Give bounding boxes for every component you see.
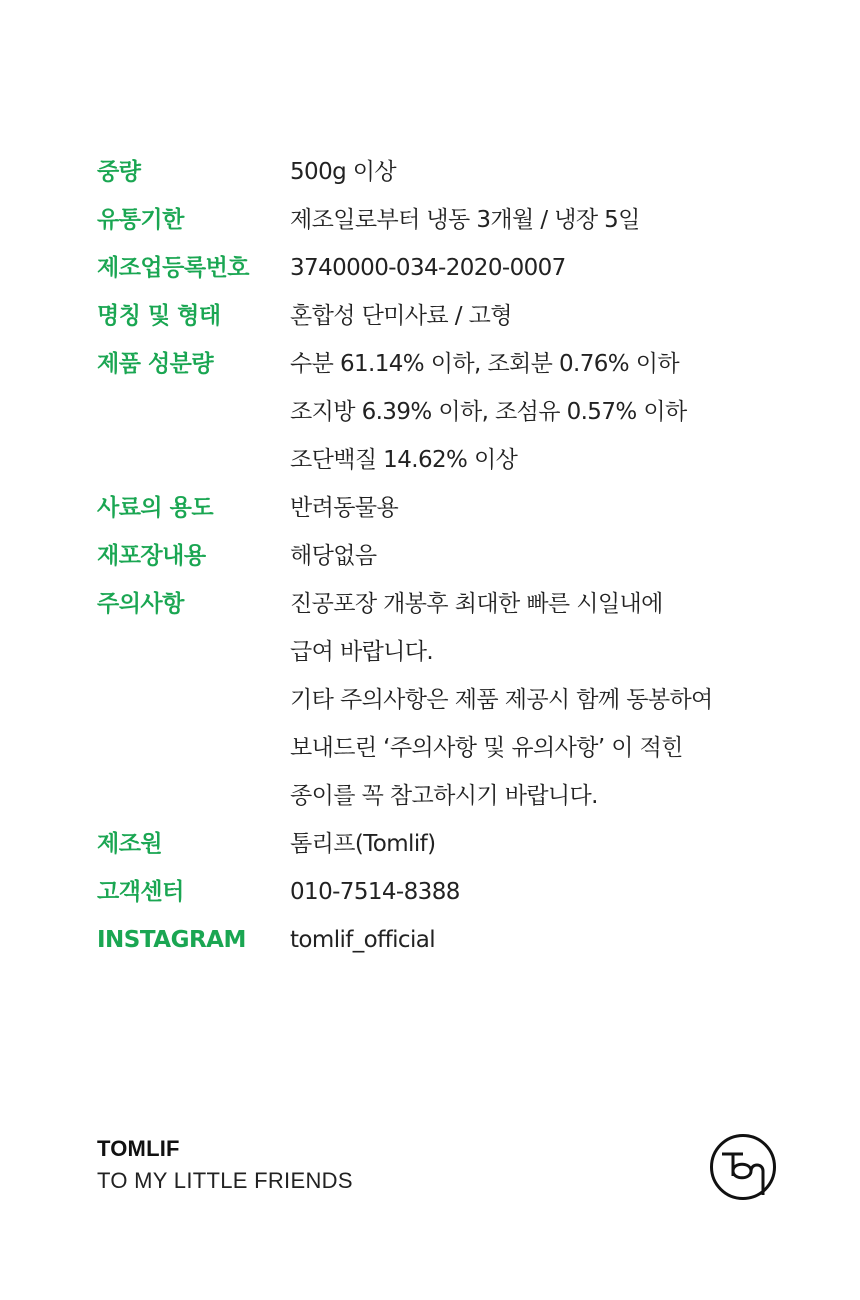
info-row-customer-center [97,868,797,916]
info-value: 010-7514-8388 [290,879,460,905]
info-label: 유통기한 [97,207,184,233]
info-value: 종이를 꼭 참고하시기 바랍니다. [290,783,598,809]
info-label: 고객센터 [97,879,184,905]
brand-name: TOMLIF [97,1136,180,1161]
info-label: 중량 [97,159,141,185]
info-value: 톰리프(Tomlif) [290,831,436,857]
info-value: 기타 주의사항은 제품 제공시 함께 동봉하여 [290,687,713,713]
tomlif-monogram-icon [709,1133,777,1201]
info-label: INSTAGRAM [97,927,246,953]
info-row-ingredients [97,340,797,484]
info-values [290,484,797,532]
info-values [290,820,797,868]
brand-tagline: TO MY LITTLE FRIENDS [97,1168,353,1193]
info-row-manufacturer [97,820,797,868]
info-value: 3740000-034-2020-0007 [290,255,566,281]
info-value: 500g 이상 [290,159,397,185]
info-row-instagram [97,916,797,964]
info-value: 제조일로부터 냉동 3개월 / 냉장 5일 [290,207,640,233]
info-value: 조지방 6.39% 이하, 조섬유 0.57% 이하 [290,399,687,425]
info-label: 명칭 및 형태 [97,303,221,329]
info-label: 제품 성분량 [97,351,214,377]
brand-footer [97,1134,353,1198]
info-label: 제조원 [97,831,163,857]
info-values [290,532,797,580]
info-label: 주의사항 [97,591,184,617]
info-value: 조단백질 14.62% 이상 [290,447,518,473]
product-info-table [97,148,797,964]
info-value: 진공포장 개봉후 최대한 빠른 시일내에 [290,591,663,617]
info-value: 혼합성 단미사료 / 고형 [290,303,512,329]
info-value: 반려동물용 [290,495,399,521]
info-value: 보내드린 ‘주의사항 및 유의사항’ 이 적힌 [290,735,683,761]
info-row-repackaging [97,532,797,580]
info-value: 수분 61.14% 이하, 조회분 0.76% 이하 [290,351,679,377]
info-row-weight [97,148,797,196]
info-values [290,340,797,484]
info-row-registration-number [97,244,797,292]
info-values [290,148,797,196]
info-values [290,916,797,964]
info-value: 해당없음 [290,543,377,569]
info-values [290,292,797,340]
info-values [290,868,797,916]
info-values [290,196,797,244]
info-label: 사료의 용도 [97,495,214,521]
info-value: tomlif_official [290,927,436,953]
info-row-expiry [97,196,797,244]
info-row-cautions [97,580,797,820]
info-values [290,580,797,820]
info-label: 제조업등록번호 [97,255,250,281]
info-row-name-and-form [97,292,797,340]
info-values [290,244,797,292]
info-row-usage [97,484,797,532]
info-value: 급여 바랍니다. [290,639,434,665]
info-label: 재포장내용 [97,543,206,569]
